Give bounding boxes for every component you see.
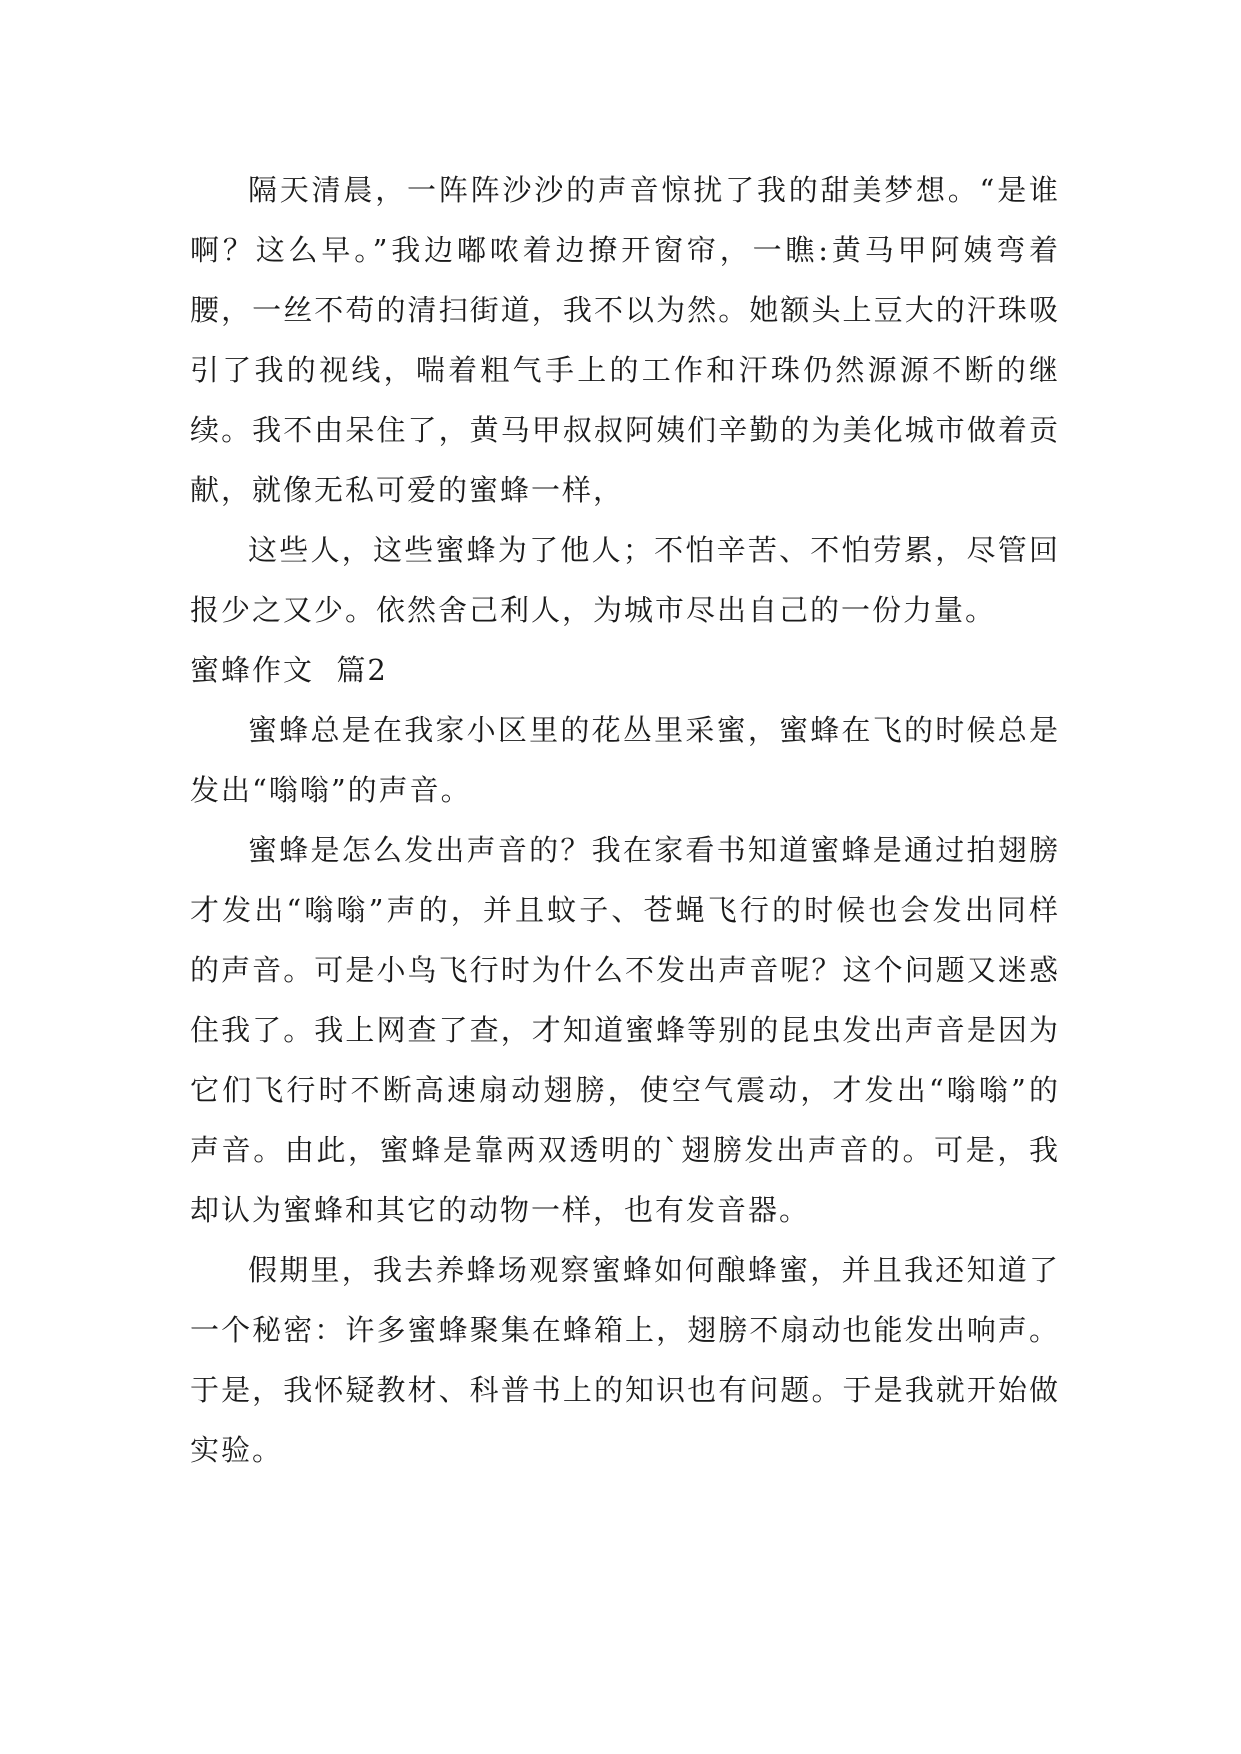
paragraph-bees-gathering: 蜜蜂总是在我家小区里的花丛里采蜜，蜜蜂在飞的时候总是发出“嗡嗡”的声音。	[190, 713, 1060, 807]
paragraph-selfless-people: 这些人，这些蜜蜂为了他人；不怕辛苦、不怕劳累，尽管回报少之又少。依然舍己利人，为城市尽出自己的一份力量。	[190, 533, 1060, 627]
paragraph-bee-sound-question: 蜜蜂是怎么发出声音的？我在家看书知道蜜蜂是通过拍翅膀才发出“嗡嗡”声的，并且蚊子、苍蝇飞行的时候也会发出同样的声音。可是小鸟飞行时为什么不发出声音呢？这个问题又迷惑住我了。我上网查了查，才知道蜜蜂等别的昆虫发出声音是因为它们飞行时不断高速扇动翅膀，使空气震动，才发出“嗡嗡”的声音。由此，蜜蜂是靠两双透明的`翅膀发出声音的。可是，我却认为蜜蜂和其它的动物一样，也有发音器。	[190, 833, 1060, 1227]
document-page	[190, 160, 1060, 1480]
paragraph-street-sweeper: 隔天清晨，一阵阵沙沙的声音惊扰了我的甜美梦想。“是谁啊？这么早。”我边嘟哝着边撩开窗帘，一瞧:黄马甲阿姨弯着腰，一丝不苟的清扫街道，我不以为然。她额头上豆大的汗珠吸引了我的视线，喘着粗气手上的工作和汗珠仍然源源不断的继续。我不由呆住了，黄马甲叔叔阿姨们辛勤的为美化城市做着贡献，就像无私可爱的蜜蜂一样，	[190, 173, 1060, 507]
section-heading: 蜜蜂作文 篇2	[190, 653, 388, 687]
paragraph-bee-farm-visit: 假期里，我去养蜂场观察蜜蜂如何酿蜂蜜，并且我还知道了一个秘密：许多蜜蜂聚集在蜂箱上，翅膀不扇动也能发出响声。于是，我怀疑教材、科普书上的知识也有问题。于是我就开始做实验。	[190, 1253, 1060, 1467]
